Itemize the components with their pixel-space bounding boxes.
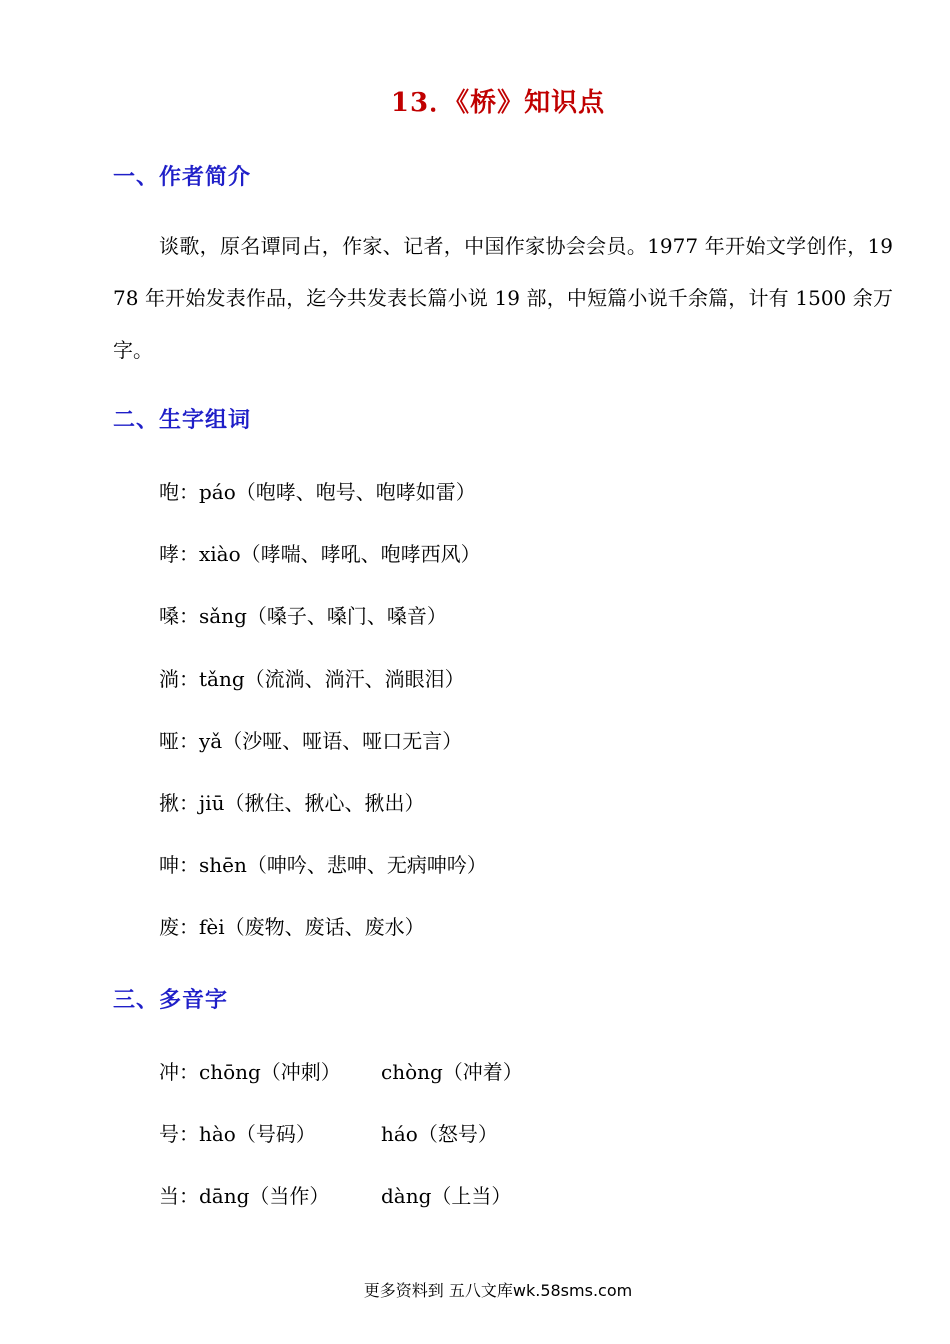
polyphone-reading-2: háo（怒号） (381, 1122, 498, 1146)
polyphone-reading-2: dàng（上当） (381, 1184, 512, 1208)
polyphone-reading-1: 冲：chōng（冲刺） (159, 1060, 341, 1084)
polyphone-reading-1: 当：dāng（当作） (159, 1184, 330, 1208)
word-item: 废：fèi（废物、废话、废水） (159, 915, 425, 939)
word-item: 嗓：sǎng（嗓子、嗓门、嗓音） (159, 604, 447, 628)
word-item: 揪：jiū（揪住、揪心、揪出） (159, 791, 425, 815)
polyphone-row (159, 1118, 498, 1147)
word-item: 呻：shēn（呻吟、悲呻、无病呻吟） (159, 853, 487, 877)
footer-link[interactable]: 更多资料到 五八文库wk.58sms.com (363, 1281, 633, 1300)
polyphone-row (159, 1180, 512, 1209)
polyphone-reading-2: chòng（冲着） (381, 1060, 523, 1084)
word-item: 哑：yǎ（沙哑、哑语、哑口无言） (159, 729, 463, 753)
word-item: 淌：tǎng（流淌、淌汗、淌眼泪） (159, 667, 465, 691)
word-item: 咆：páo（咆哮、咆号、咆哮如雷） (159, 480, 476, 504)
section-heading-author: 一、作者简介 (113, 164, 252, 190)
polyphone-reading-1: 号：hào（号码） (159, 1122, 316, 1146)
document-title: 13．《桥》知识点 (390, 88, 606, 118)
section-heading-words: 二、生字组词 (113, 407, 252, 433)
author-paragraph (113, 220, 893, 376)
polyphone-row (159, 1056, 523, 1085)
word-item: 哮：xiào（哮喘、哮吼、咆哮西风） (159, 542, 481, 566)
author-text: 谈歌，原名谭同占，作家、记者，中国作家协会会员。1977 年开始文学创作，1978 年开始发表作品，迄今共发表长篇小说 19 部，中短篇小说千余篇，计有 1500 余万字。 (113, 234, 893, 362)
section-heading-polyphones: 三、多音字 (113, 987, 229, 1013)
